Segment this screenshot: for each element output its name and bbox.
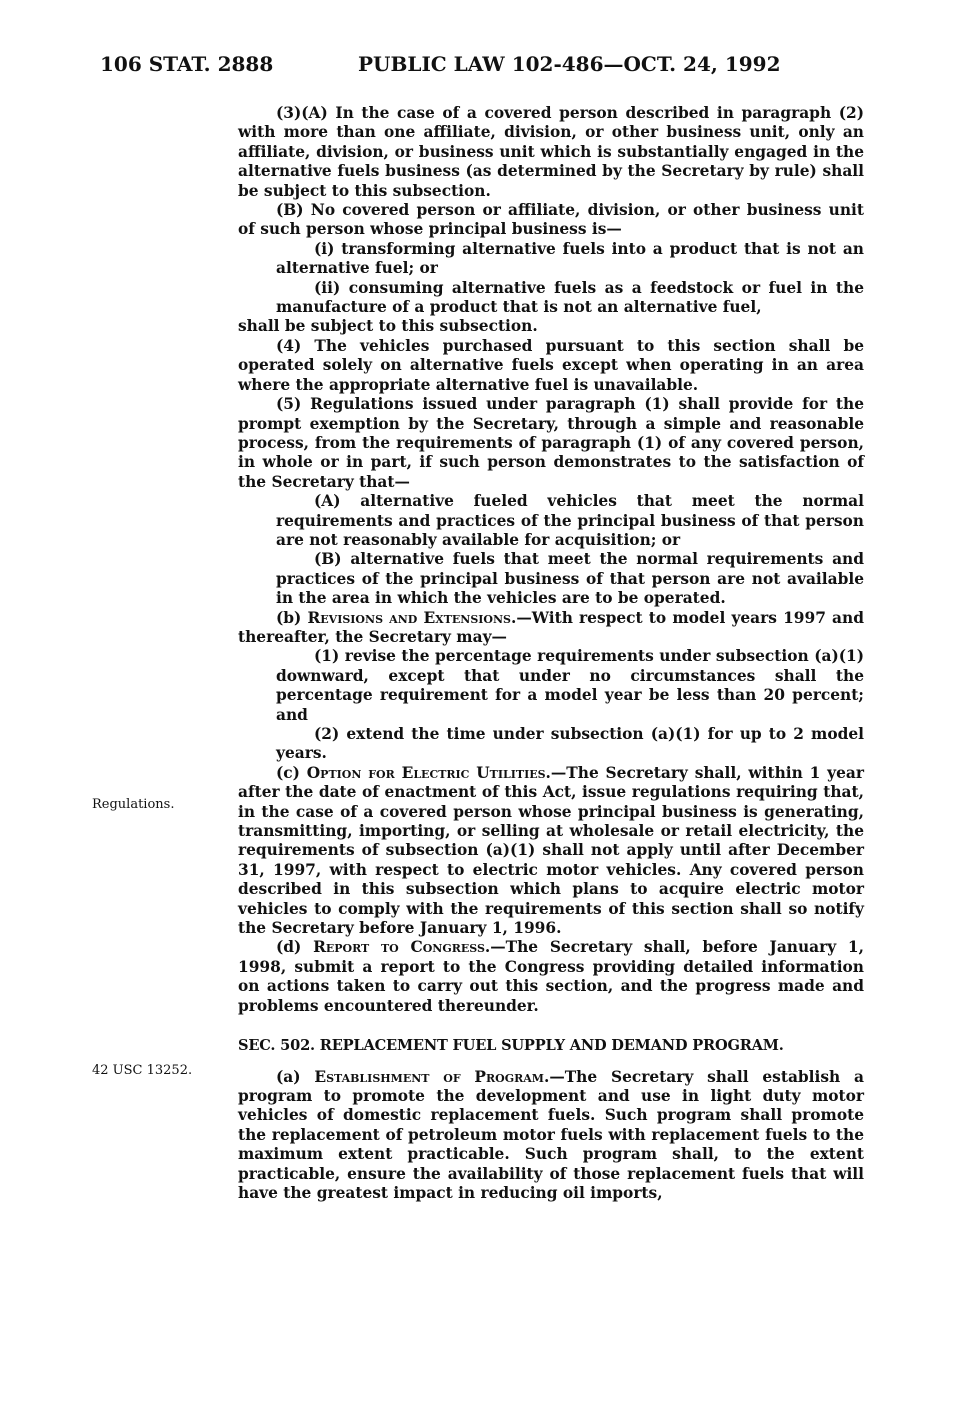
section-502-heading: SEC. 502. REPLACEMENT FUEL SUPPLY AND DEMAND PROGRAM. <box>238 1037 784 1055</box>
section-502-subsection-a <box>238 1068 864 1204</box>
subsection-b-label: (b) <box>276 608 308 627</box>
subsection-d <box>238 938 864 1016</box>
subsection-b-text: —With respect to model years 1997 and thereafter, the Secretary may— <box>238 608 864 646</box>
margin-note-usc: 42 USC 13252. <box>92 1063 193 1078</box>
page-header <box>100 52 820 82</box>
subsection-d-text: —The Secretary shall, before January 1, 1998, submit a report to the Congress providing detailed information on actions taken to carry out this section, and the progress made and problems encountered thereunder. <box>238 938 864 1015</box>
paragraph-3a: (3)(A) In the case of a covered person described in paragraph (2) with more than one affiliate, division, or other business unit, only an affiliate, division, or business unit which is substantially engaged in the alternative fuels business (as determined by the Secretary by rule) shall be subject to this subsection. <box>238 104 864 200</box>
clause-3b-ii: (ii) consuming alternative fuels as a feedstock or fuel in the manufacture of a product that is not an alternative fuel, <box>276 278 864 317</box>
subsection-d-heading: Report to Congress. <box>313 938 491 957</box>
margin-note-regulations: Regulations. <box>92 797 175 812</box>
section-502-a-heading: Establishment of Program. <box>314 1067 550 1086</box>
subsection-d-label: (d) <box>276 938 314 957</box>
section-502-a-text: —The Secretary shall establish a program to promote the development and use in light duty motor vehicles of domestic replacement fuels. Such program shall promote the replacement of petroleum motor fuels with replacement fuels to the maximum extent practicable. Such program shall, to the extent practicable, ensure the availability of those replacement fuels that will have the greatest impact in reducing oil imports, <box>238 1067 864 1202</box>
subparagraph-5a: (A) alternative fueled vehicles that meet the normal requirements and practices of the principal business of that person are not reasonably available for acquisition; or <box>276 492 864 549</box>
paragraph-5: (5) Regulations issued under paragraph (1) shall provide for the prompt exemption by the Secretary, through a simple and reasonable process, from the requirements of paragraph (1) of any covered person, in whole or in part, if such person demonstrates to the satisfaction of the Secretary that— <box>238 395 864 491</box>
subsection-b <box>238 609 864 648</box>
subsection-c <box>238 764 864 939</box>
subparagraph-5b: (B) alternative fuels that meet the normal requirements and practices of the principal business of that person are not available in the area in which the vehicles are to be operated. <box>276 550 864 608</box>
subsection-c-text: —The Secretary shall, within 1 year after the date of enactment of this Act, issue regulations requiring that, in the case of a covered person whose principal business is generating, transmitting, importing, or selling at wholesale or retail electricity, the requirements of subsection (a)(1) shall not apply until after December 31, 1997, with respect to electric motor vehicles. Any covered person described in this subsection which plans to acquire electric motor vehicles to comply with the requirements of this section shall so notify the Secretary before January 1, 1996. <box>238 763 864 938</box>
paragraph-3b: (B) No covered person or affiliate, division, or other business unit of such person whose principal business is— <box>238 201 864 239</box>
statute-page-number: 106 STAT. 2888 <box>100 52 274 76</box>
paragraph-b1: (1) revise the percentage requirements under subsection (a)(1) downward, except that under no circumstances shall the percentage requirement for a model year be less than 20 percent; and <box>276 647 864 724</box>
subsection-b-heading: Revisions and Extensions. <box>307 608 517 627</box>
law-text <box>238 104 864 1203</box>
subsection-c-label: (c) <box>276 763 307 782</box>
paragraph-4: (4) The vehicles purchased pursuant to this section shall be operated solely on alternative fuels except when operating in an area where the appropriate alternative fuel is unavailable. <box>238 336 864 394</box>
clause-3b-i: (i) transforming alternative fuels into a product that is not an alternative fuel; or <box>276 239 864 278</box>
section-502-a-label: (a) <box>276 1067 315 1086</box>
subsection-c-heading: Option for Electric Utilities. <box>306 763 551 782</box>
paragraph-3b-tail: shall be subject to this subsection. <box>238 317 538 336</box>
paragraph-b2: (2) extend the time under subsection (a)(1) for up to 2 model years. <box>276 725 864 763</box>
public-law-citation: PUBLIC LAW 102-486—OCT. 24, 1992 <box>358 52 781 76</box>
